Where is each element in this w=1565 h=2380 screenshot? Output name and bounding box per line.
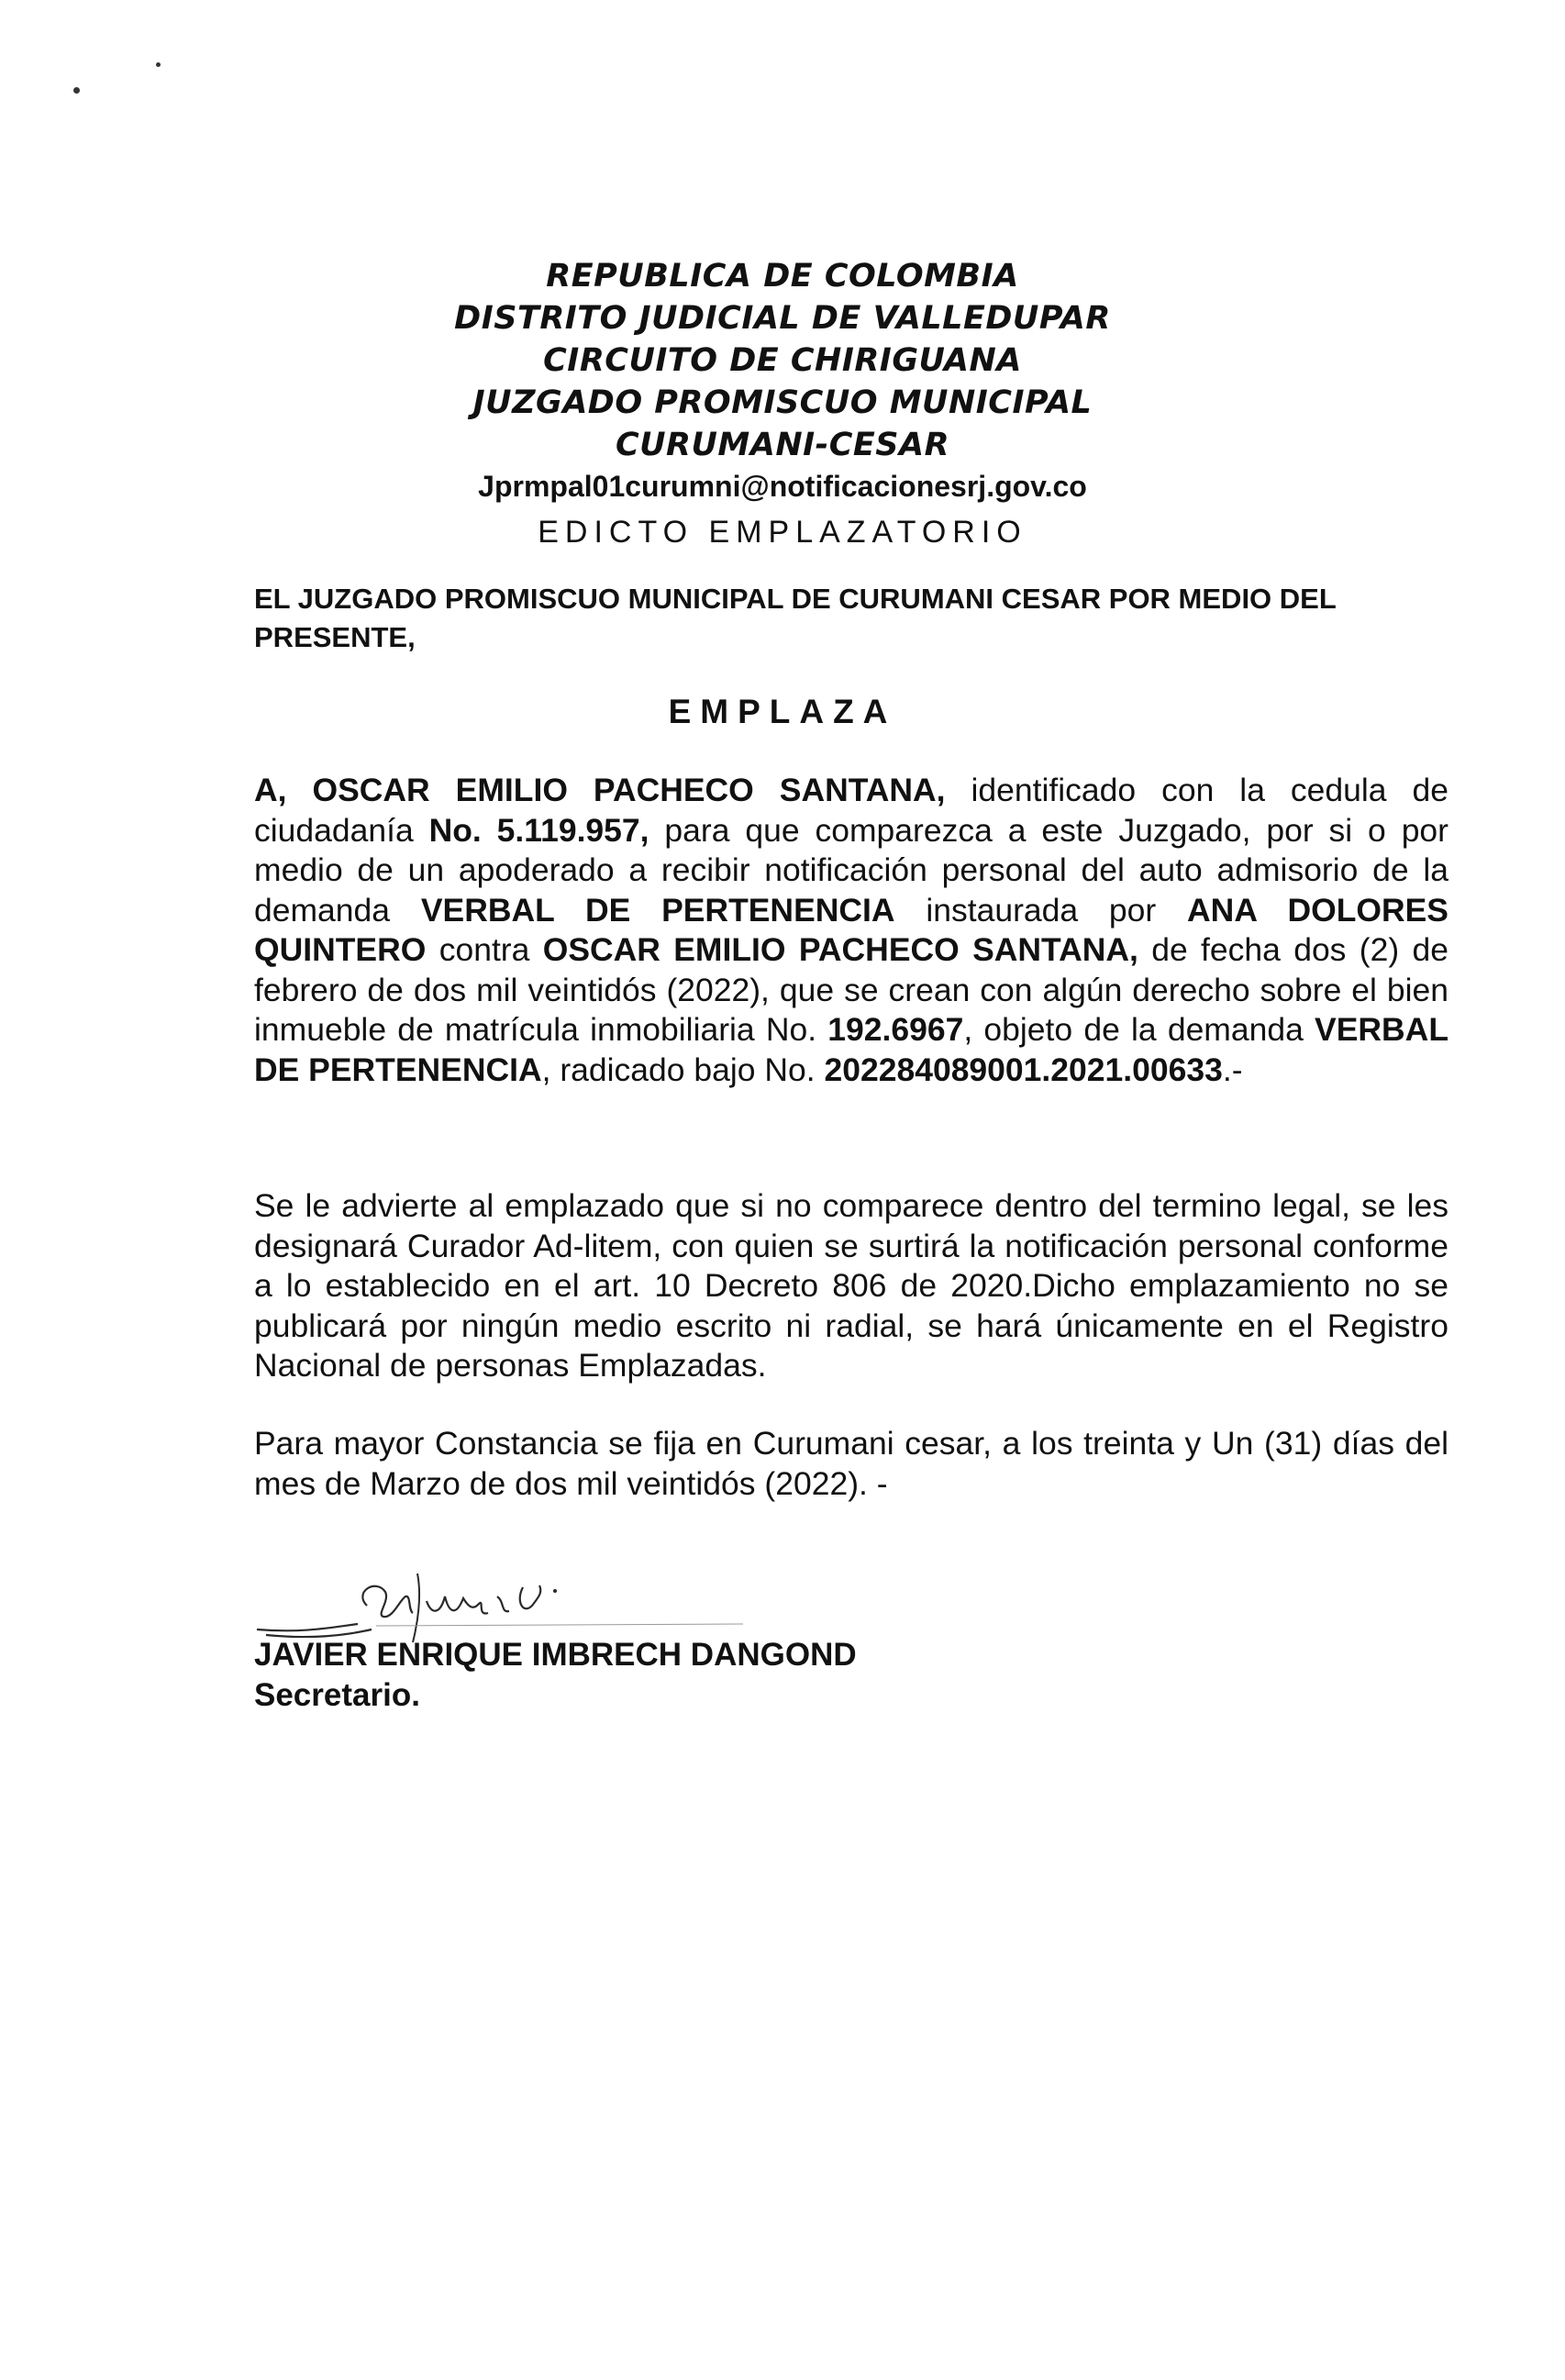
header-court: JUZGADO PROMISCUO MUNICIPAL	[472, 384, 1093, 421]
intro-text: EL JUZGADO PROMISCUO MUNICIPAL DE CURUMANI CESAR POR MEDIO DEL PRESENTE,	[254, 583, 1337, 653]
case-type: VERBAL DE PERTENENCIA	[254, 1011, 1448, 1088]
header-district: DISTRITO JUDICIAL DE VALLEDUPAR	[454, 300, 1111, 337]
paragraph-text: , radicado bajo No.	[541, 1051, 825, 1088]
paragraph-text: de fecha dos (2) de febrero de dos mil veintidós (2022), que se crean con algún derecho sobre el bien inmueble de matrícula inmobiliaria No.	[254, 931, 1448, 1048]
edicto-title: EDICTO EMPLAZATORIO	[538, 515, 1027, 550]
paragraph-warning: Se le advierte al emplazado que si no comparece dentro del termino legal, se les designará Curador Ad-litem, con quien se surtirá la notificación personal conforme a lo establecido en el art. 10 Decreto 806 de 2020.Dicho emplazamiento no se publicará por ningún medio escrito ni radial, se hará únicamente en el Registro Nacional de personas Emplazadas.	[254, 1187, 1448, 1384]
emplaza-title: EMPLAZA	[668, 693, 897, 730]
defendant-name: A, OSCAR EMILIO PACHECO SANTANA,	[254, 772, 946, 808]
court-header	[0, 255, 1565, 506]
handwritten-signature	[248, 1551, 761, 1647]
paragraph-main	[254, 771, 1448, 1090]
paragraph-text: identificado con la cedula de ciudadanía	[254, 772, 1448, 849]
scan-speck	[156, 62, 161, 67]
defendant-name: OSCAR EMILIO PACHECO SANTANA,	[542, 931, 1138, 968]
paragraph-text: , objeto de la demanda	[963, 1011, 1315, 1048]
property-registration: 192.6967	[827, 1011, 964, 1048]
paragraph-text: para que comparezca a este Juzgado, por si o por medio de un apoderado a recibir notificación personal del auto admisorio de la demanda	[254, 811, 1448, 929]
header-country: REPUBLICA DE COLOMBIA	[546, 258, 1019, 295]
signer-name: JAVIER ENRIQUE IMBRECH DANGOND	[254, 1637, 857, 1673]
paragraph-text: instaurada por	[894, 891, 1188, 929]
signer-block	[254, 1635, 857, 1716]
paragraph-text: contra	[426, 931, 543, 968]
id-number: No. 5.119.957,	[428, 811, 649, 849]
header-email: Jprmpal01curumni@notificacionesrj.gov.co	[478, 470, 1087, 503]
plaintiff-name: ANA DOLORES QUINTERO	[254, 891, 1448, 968]
case-number: 202284089001.2021.00633	[824, 1051, 1223, 1088]
paragraph-constancia: Para mayor Constancia se fija en Curumani cesar, a los treinta y Un (31) días del mes de Marzo de dos mil veintidós (2022). -	[254, 1425, 1448, 1502]
paragraph-text: .-	[1222, 1051, 1243, 1088]
header-circuit: CIRCUITO DE CHIRIGUANA	[543, 342, 1022, 379]
header-city: CURUMANI-CESAR	[615, 427, 950, 463]
case-type: VERBAL DE PERTENENCIA	[420, 891, 895, 929]
signer-title: Secretario.	[254, 1677, 420, 1713]
scan-speck	[73, 87, 80, 94]
